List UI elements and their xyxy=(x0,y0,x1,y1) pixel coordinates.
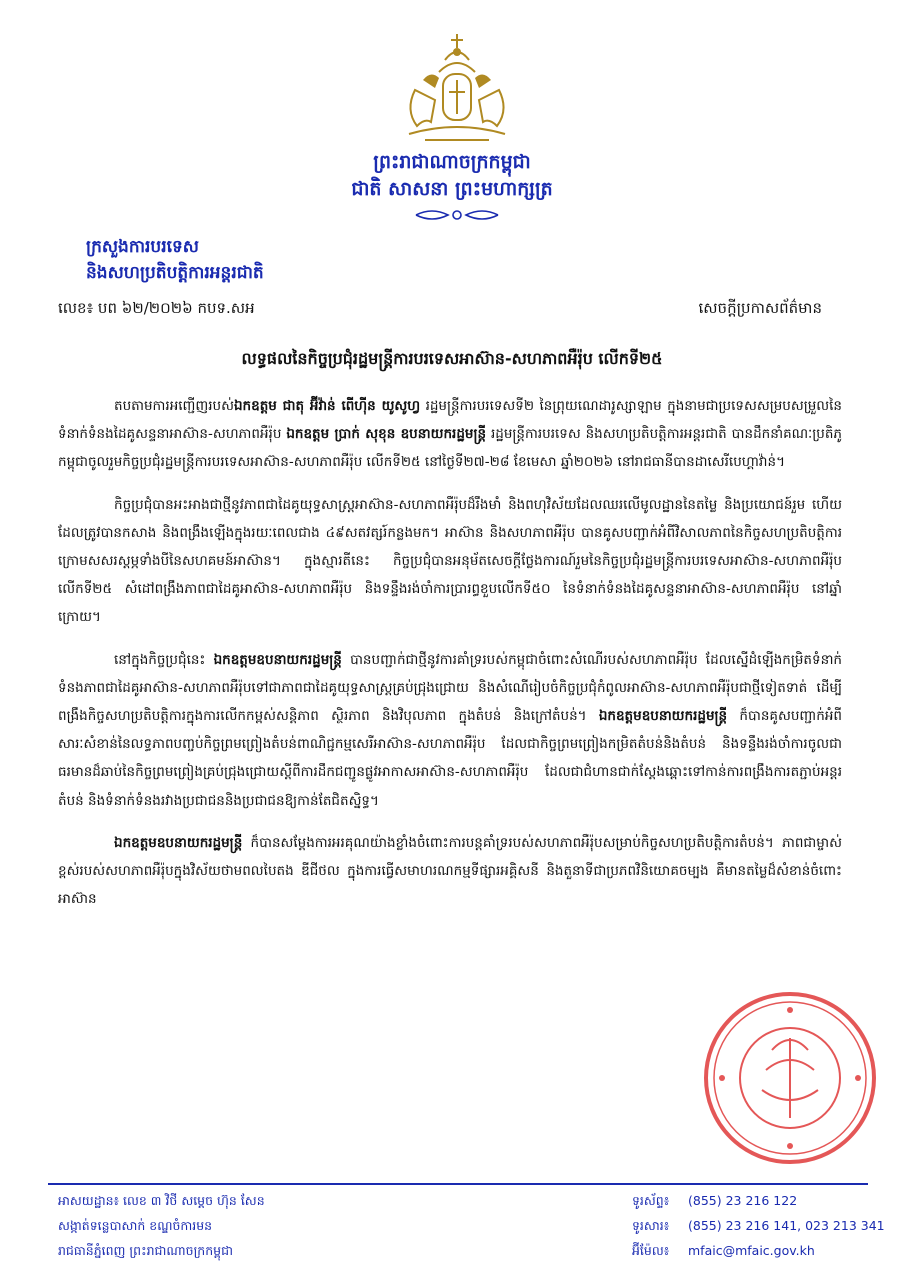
paragraph-text: រដ្ឋមន្ត្រីការបរទេសទី២ នៃព្រុយណេដារូស្សាឡាម ក្នុងនាមជាប្រទេសសម្របសម្រួលនៃទំនាក់ទំនងដៃគូសន្ទនាអាស៊ាន-សហភាពអឺរ៉ុប xyxy=(58,398,843,443)
phone-number: (855) 23 216 122 xyxy=(688,1193,798,1208)
paragraph-text: បានបញ្ជាក់ជាថ្មីនូវការគាំទ្ររបស់កម្ពុជាចំពោះសំណើរបស់សហភាពអឺរ៉ុប ដែលស្នើដំឡើងកម្រិតទំនាក់ទំនងភាពជាដៃគូអាស៊ាន-សហភាពអឺរ៉ុបទៅជាភាពជាដៃគូយុទ្ធសាស្ត្រគ្រប់ជ្រុងជ្រោយ និងសំណើរៀបចំកិច្ចប្រជុំកំពូលអាស៊ាន-សហភាពអឺរ៉ុបជាថ្មីទៀតទាត់ ដើម្បីពង្រឹងកិច្ចសហប្រតិបត្តិការក្នុងការលើកកម្ពស់សន្តិភាព ស្ថិរភាព និងវិបុលភាព ក្នុងតំបន់ និងក្រៅតំបន់។ xyxy=(58,651,842,725)
phone-label: ទូរស័ព្ទ៖ xyxy=(632,1193,670,1208)
email-contact xyxy=(632,1243,815,1262)
document-body xyxy=(58,392,842,927)
royal-coat-of-arms-icon xyxy=(395,30,519,152)
email-address[interactable]: mfaic@mfaic.gov.kh xyxy=(688,1243,815,1258)
document-title: លទ្ធផលនៃកិច្ចប្រជុំរដ្ឋមន្ត្រីការបរទេសអាស៊ាន-សហភាពអឺរ៉ុប លើកទី២៥ xyxy=(241,349,663,368)
official-name: ឯកឧត្តម ជាតុ អ៊ីវ៉ាន់ ពើហ៊ីន យូសូហ្វ xyxy=(233,398,421,414)
phone-contact xyxy=(632,1193,797,1212)
fax-contact xyxy=(632,1218,885,1237)
reference-number: លេខ៖ បព ៦២/២០២៦ កបទ.សអ xyxy=(58,299,255,317)
address-line: អាសយដ្ឋាន៖ លេខ ៣ វិថី សម្ដេច ហ៊ុន សែន xyxy=(58,1193,265,1208)
kingdom-title: ព្រះរាជាណាចក្រកម្ពុជា xyxy=(373,151,531,173)
ministry-seal-icon xyxy=(702,990,878,1166)
paragraph-3 xyxy=(58,646,842,815)
fax-label: ទូរសារ៖ xyxy=(632,1218,670,1233)
email-label: អ៊ីម៉ែល៖ xyxy=(632,1243,670,1258)
paragraph-text: ក៏បានសម្ដែងការអរគុណយ៉ាងខ្លាំងចំពោះការបន្តគាំទ្ររបស់សហភាពអឺរ៉ុបសម្រាប់កិច្ចសហប្រតិបត្តិការតំបន់។ ភាពជាម្ចាស់ខ្ពស់របស់សហភាពអឺរ៉ុបក្នុងវិស័យថាមពលបៃតង ឌីជីថល ក្នុងការធ្វើសមាហរណកម្មទីផ្សារអគ្គិសនី និងតួនាទីជាប្រភពវិនិយោគចម្បង គឺមានតម្លៃដ៏សំខាន់ចំពោះអាស៊ាន xyxy=(58,834,842,908)
national-motto: ជាតិ សាសនា ព្រះមហាក្សត្រ xyxy=(351,178,553,200)
footer-divider xyxy=(48,1183,868,1185)
paragraph-1 xyxy=(58,392,842,477)
ornament-divider-icon xyxy=(412,207,502,223)
paragraph-4 xyxy=(58,829,842,914)
ministry-name: ក្រសួងការបរទេស xyxy=(86,237,199,257)
official-name: ឯកឧត្តមឧបនាយករដ្ឋមន្ត្រី xyxy=(598,708,728,725)
address-line: រាជធានីភ្នំពេញ ព្រះរាជាណាចក្រកម្ពុជា xyxy=(58,1243,233,1258)
official-name: ឯកឧត្តម ប្រាក់ សុខុន ឧបនាយករដ្ឋមន្ត្រី xyxy=(286,426,487,443)
document-type: សេចក្ដីប្រកាសព័ត៌មាន xyxy=(698,299,822,317)
fax-number: (855) 23 216 141, 023 213 341 xyxy=(688,1218,885,1233)
paragraph-text: រដ្ឋមន្ត្រីការបរទេស និងសហប្រតិបត្តិការអន្តរជាតិ បានដឹកនាំគណៈប្រតិភូកម្ពុជាចូលរួមកិច្ចប្រជុំរដ្ឋមន្ត្រីការបរទេសអាស៊ាន-សហភាពអឺរ៉ុប លើកទី២៥ នៅថ្ងៃទី២៧-២៨ ខែមេសា ឆ្នាំ២០២៦ នៅរាជធានីបានដាសេរីបេហ្គាវ៉ាន់។ xyxy=(58,426,842,471)
paragraph-text: នៅក្នុងកិច្ចប្រជុំនេះ xyxy=(114,651,214,668)
official-name: ឯកឧត្តមឧបនាយករដ្ឋមន្ត្រី xyxy=(114,834,243,851)
paragraph-text: តបតាមការអញ្ជើញរបស់ xyxy=(114,398,234,414)
official-name: ឯកឧត្តមឧបនាយករដ្ឋមន្ត្រី xyxy=(213,651,342,668)
paragraph-text: ក៏បានគូសបញ្ជាក់អំពីសារៈសំខាន់នៃលទ្ធភាពបញ្ចប់កិច្ចព្រមព្រៀងតំបន់ពាណិជ្ជកម្មសេរីអាស៊ាន-សហភាពអឺរ៉ុប ដែលជាកិច្ចព្រមព្រៀងកម្រិតតំបន់និងតំបន់ និងទន្ទឹងរង់ចាំការចូលជាធរមានដ៏ឆាប់នៃកិច្ចព្រមព្រៀងគ្រប់ជ្រុងជ្រោយស្ដីពីការដឹកជញ្ជូនផ្លូវអាកាសអាស៊ាន-សហភាពអឺរ៉ុប ដែលជាជំហានជាក់ស្តែងឆ្ពោះទៅកាន់ការពង្រឹងការតភ្ជាប់អន្តរតំបន់ និងទំនាក់ទំនងរវាងប្រជាជននិងប្រជាជនឱ្យកាន់តែជិតស្និទ្ធ។ xyxy=(58,708,842,809)
paragraph-2: កិច្ចប្រជុំបានអះអាងជាថ្មីនូវភាពជាដៃគូយុទ្ធសាស្ត្រអាស៊ាន-សហភាពអឺរ៉ុបដ៏រឹងមាំ និងពហុវិស័យដែលឈរលើមូលដ្ឋាននៃតម្លៃ និងប្រយោជន៍រួម ហើយដែលត្រូវបានកសាង និងពង្រឹងឡើងក្នុងរយៈពេលជាង ៤៩សតវត្សរ៍កន្លងមក។ អាស៊ាន និងសហភាពអឺរ៉ុប បានគូសបញ្ជាក់អំពីវិសាលភាពនៃកិច្ចសហប្រតិបត្តិការក្រោមសសរស្ដម្ភទាំងបីនៃសហគមន៍អាស៊ាន។ ក្នុងស្មារតីនេះ កិច្ចប្រជុំបានអនុម័តសេចក្តីថ្លែងការណ៍រួមនៃកិច្ចប្រជុំរដ្ឋមន្ត្រីការបរទេសអាស៊ាន-សហភាពអឺរ៉ុប លើកទី២៥ សំដៅពង្រឹងភាពជាដៃគូអាស៊ាន-សហភាពអឺរ៉ុប និងទន្ទឹងរង់ចាំការប្រារព្ធខួបលើកទី៥០ នៃទំនាក់ទំនងដៃគូសន្ទនាអាស៊ាន-សហភាពអឺរ៉ុប នៅឆ្នាំក្រោយ។ xyxy=(58,496,842,626)
address-line: សង្កាត់ទន្លេបាសាក់ ខណ្ឌចំការមន xyxy=(58,1218,213,1233)
ministry-name-line2: និងសហប្រតិបត្តិការអន្តរជាតិ xyxy=(86,263,264,283)
